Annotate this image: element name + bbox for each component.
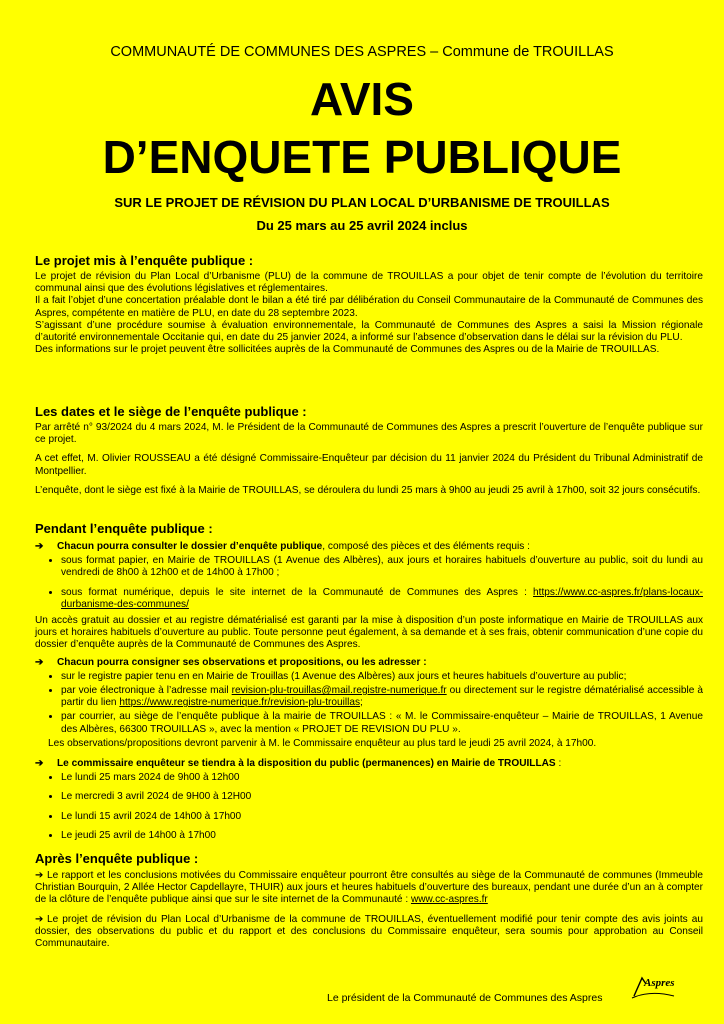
arrow-rest-text: : [555, 758, 562, 770]
paragraph: Le projet de révision du Plan Local d’Urbanisme (PLU) de la commune de TROUILLAS a pour objet de tenir compte de l’évolution du territoire communal ainsi que des évolutions législatives et réglementaires. [35, 271, 703, 295]
title-avis: AVIS [310, 73, 414, 125]
arrow-bold-text: Le commissaire enquêteur se tiendra à la disposition du public (permanences) en Mairie de TROUILLAS [57, 758, 556, 770]
dates-line: Du 25 mars au 25 avril 2024 inclus [256, 218, 468, 233]
arrow-bold-text: Chacun pourra consigner ses observations et propositions, ou les adresser : [57, 656, 427, 668]
subtitle: SUR LE PROJET DE RÉVISION DU PLAN LOCAL D’URBANISME DE TROUILLAS [114, 195, 610, 210]
section-heading: Après l’enquête publique : [35, 851, 199, 866]
permanence-item: • Le jeudi 25 avril de 14h00 à 17h00 [61, 830, 703, 842]
email-link[interactable]: revision-plu-trouillas@mail.registre-numerique.fr [231, 685, 447, 697]
cc-aspres-link[interactable]: www.cc-aspres.fr [410, 894, 488, 906]
arrow-item-consigner [35, 657, 703, 669]
section-heading: Les dates et le siège de l’enquête publique : [35, 404, 307, 419]
permanences-list [35, 772, 703, 842]
header-line: COMMUNAUTÉ DE COMMUNES DES ASPRES – Commune de TROUILLAS [110, 44, 614, 60]
title-enquete: D’ENQUETE PUBLIQUE [102, 131, 622, 183]
logo-text: Aspres [644, 977, 675, 989]
list-item [61, 587, 703, 611]
arrow-item-permanences [35, 758, 703, 770]
paragraph: A cet effet, M. Olivier ROUSSEAU a été désigné Commissaire-Enquêteur par décision du 11 janvier 2024 du Président du Tribunal Administratif de Montpellier. [35, 453, 703, 477]
arrow-icon: ➔ [35, 758, 44, 770]
section-pendant [35, 521, 703, 844]
paragraph [35, 914, 703, 951]
paragraph: S’agissant d’une procédure soumise à évaluation environnementale, la Communauté de Communes des Aspres a saisi la Mission régionale d’autorité environnementale Occitanie qui, en date du 25 janvier 2024, a informé sur l’absence d’observation dans le délai sur la révision du PLU. [35, 319, 703, 344]
arrow-icon: ➔ [35, 870, 44, 881]
arrow-bold-text: Chacun pourra consulter le dossier d’enquête publique [57, 541, 323, 552]
paragraph-text: Le projet de révision du Plan Local d’Urbanisme de la commune de TROUILLAS, éventuellement modifié pour tenir compte des avis joints au dossier, des observations du public et du rapport et des conclusions du Commissaire enquêteur, sera soumis pour approbation au Conseil Communautaire. [35, 913, 703, 950]
section-apres [35, 851, 703, 950]
paragraph: Un accès gratuit au dossier et au registre dématérialisé est garanti par la mise à disposition d’un poste informatique en Mairie de TROUILLAS aux jours et horaires habituels d’ouverture au public. Toute personne peut également, à sa demande et à ses frais, obtenir communication d’une copie du dossier d’enquête auprès de la Communauté de Communes des Aspres. [35, 615, 703, 651]
arrow-icon: ➔ [35, 913, 44, 925]
paragraph: Par arrêté n° 93/2024 du 4 mars 2024, M. le Président de la Communauté de Communes des Aspres a prescrit l’ouverture de l’enquête publique sur ce projet. [35, 422, 703, 446]
aspres-logo [630, 972, 682, 1002]
observations-list [35, 671, 703, 736]
arrow-icon: ➔ [35, 541, 44, 552]
paragraph [35, 870, 703, 907]
paragraph: Des informations sur le projet peuvent être sollicitées auprès de la Communauté de Communes des Aspres ou de la Mairie de TROUILLAS. [35, 344, 660, 356]
section-projet [35, 253, 703, 356]
arrow-rest-text: , composé des pièces et des éléments requis : [322, 541, 530, 552]
list-item-text: sous format numérique, depuis le site internet de la Communauté de Communes des Aspres : [61, 586, 534, 598]
plans-link[interactable]: https://www.cc-aspres.fr/plans-locaux-durbanisme-des-communes/ [61, 586, 703, 610]
arrow-icon: ➔ [35, 656, 44, 668]
section-siege [35, 404, 703, 497]
list-item [61, 685, 703, 709]
registre-link[interactable]: https://www.registre-numerique.fr/revision-plu-trouillas [119, 697, 361, 709]
list-item-text: ou directement sur le registre dématérialisé accessible à partir du lien [61, 685, 703, 709]
arrow-item-consulter [35, 541, 703, 553]
section-heading: Le projet mis à l’enquête publique : [35, 253, 254, 268]
permanence-item: • Le mercredi 3 avril 2024 de 9H00 à 12H00 [61, 791, 703, 803]
permanence-item: • Le lundi 15 avril 2024 de 14h00 à 17h00 [61, 811, 703, 823]
paragraph: L’enquête, dont le siège est fixé à la Mairie de TROUILLAS, se déroulera du lundi 25 mars à 9h00 au jeudi 25 avril à 17h00, soit 32 jours consécutifs. [35, 484, 701, 496]
list-item-text: ; [360, 697, 363, 709]
footer-signature: Le président de la Communauté de Communes des Aspres [327, 992, 603, 1004]
section-heading: Pendant l’enquête publique : [35, 521, 213, 536]
paragraph: Les observations/propositions devront parvenir à M. le Commissaire enquêteur au plus tard le jeudi 25 avril 2024, à 17h00. [48, 737, 597, 749]
paragraph-text: Le rapport et les conclusions motivées du Commissaire enquêteur pourront être consultés au siège de la Communauté de communes (Immeuble Christian Bourquin, 2 Allée Hector Capdellayre, THUIR) aux jours et heures habituels d’ouverture des bureaux, pendant une durée d’un an à compter de la clôture de l’enquête publique ainsi que sur le site internet de la Communauté : [35, 870, 703, 906]
list-item: • sur le registre papier tenu en en Mairie de Trouillas (1 Avenue des Albères) aux jours et heures habituels d’ouverture au public; [61, 671, 703, 683]
list-item-text: par voie électronique à l’adresse mail [61, 685, 232, 697]
list-item: • sous format papier, en Mairie de TROUILLAS (1 Avenue des Albères), aux jours et horaires habituels d’ouverture au public, soit du lundi au vendredi de 8h00 à 12h00 et de 14h00 à 17h00 ; [61, 555, 703, 579]
permanence-item: • Le lundi 25 mars 2024 de 9h00 à 12h00 [61, 772, 703, 784]
list-item: • par courrier, au siège de l’enquête publique à la mairie de TROUILLAS : « M. le Commissaire-enquêteur – Mairie de TROUILLAS, 1 Avenue des Albères, 66300 TROUILLAS », avec la mention « PROJET DE REVISION DU PLU ». [61, 711, 703, 735]
consult-list [35, 555, 703, 611]
paragraph: Il a fait l’objet d’une concertation préalable dont le bilan a été tiré par délibération du Conseil Communautaire de la Communauté de Communes des Aspres, compétente en matière de PLU, en date du 28 septembre 2023. [35, 295, 703, 319]
